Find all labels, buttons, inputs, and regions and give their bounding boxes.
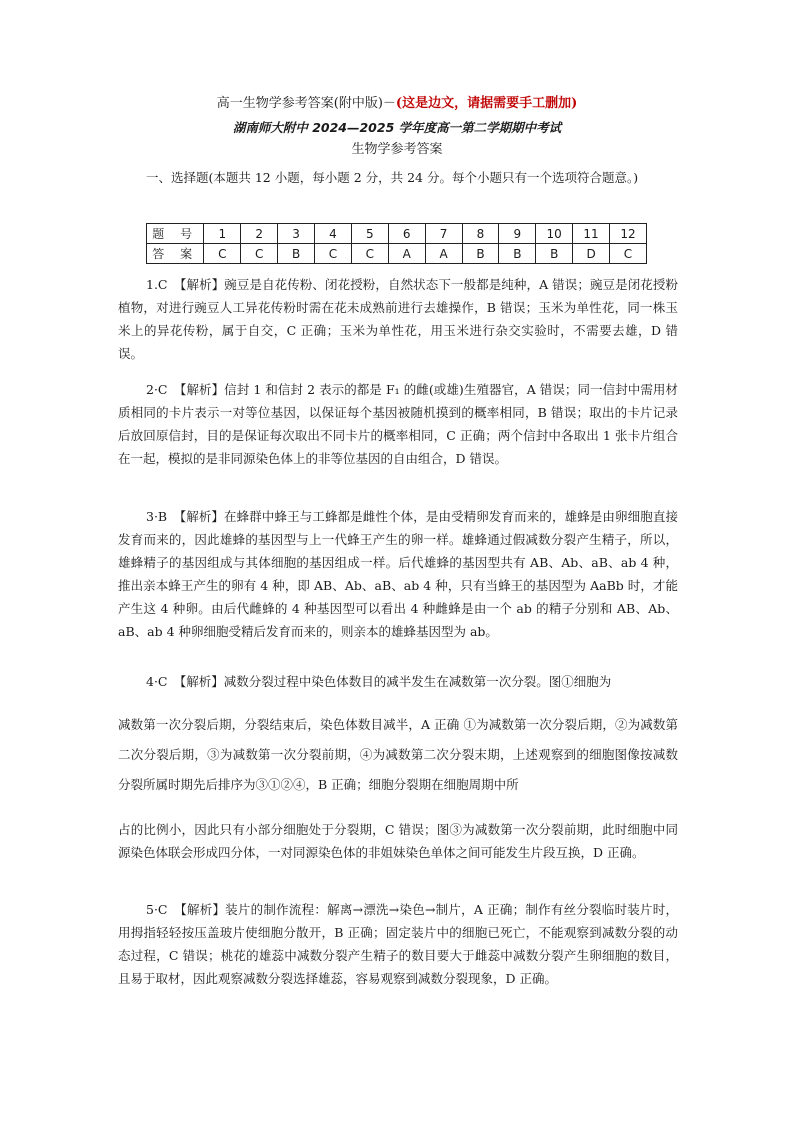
table-cell: A [425, 244, 462, 264]
row-label-answer: 答 案 [147, 244, 204, 264]
table-cell: B [536, 244, 573, 264]
section-intro: 一、选择题(本题共 12 小题，每小题 2 分，共 24 分。每个小题只有一个选项符合题意。) [146, 170, 639, 185]
table-cell: C [351, 244, 388, 264]
table-cell: 6 [388, 224, 425, 244]
table-cell: C [315, 244, 352, 264]
table-cell: C [241, 244, 278, 264]
explanation-2: 2·C 【解析】信封 1 和信封 2 表示的都是 F₁ 的雌(或雄)生殖器官，A 错误；同一信封中需用材质相同的卡片表示一对等位基因，以保证每个基因被随机摸到的概率相同，B 错误；取出的卡片记录后放回原信封，目的是保证每次取出不同卡片的概率相同，C 正确；两个信封中各取出 1 张卡片组合在一起，模拟的是非同源染色体上的非等位基因的自由组合，D 错误。 [118, 382, 678, 466]
table-cell: C [610, 244, 647, 264]
title-main: 高一生物学参考答案(附中版)－ [216, 96, 396, 111]
table-cell: 11 [573, 224, 610, 244]
table-cell: B [499, 244, 536, 264]
table-cell: 4 [315, 224, 352, 244]
table-cell: C [204, 244, 241, 264]
explanation-4-part3: 占的比例小，因此只有小部分细胞处于分裂期，C 错误；图③为减数第一次分裂前期，此时细胞中同源染色体联会形成四分体，一对同源染色体的非姐妹染色单体之间可能发生片段互换，D 正确。 [118, 822, 678, 860]
table-cell: 5 [351, 224, 388, 244]
table-cell: D [573, 244, 610, 264]
table-cell: B [462, 244, 499, 264]
answer-table [146, 223, 647, 264]
table-cell: A [388, 244, 425, 264]
explanation-1: 1.C 【解析】豌豆是自花传粉、闭花授粉，自然状态下一般都是纯种，A 错误；豌豆是闭花授粉植物，对进行豌豆人工异花传粉时需在花未成熟前进行去雄操作，B 错误；玉米为单性花，同一株玉米上的异花传粉，属于自交，C 正确；玉米为单性花，用玉米进行杂交实验时，不需要去雄，D 错误。 [118, 277, 678, 361]
row-label-number: 题 号 [147, 224, 204, 244]
explanation-4-part1: 4·C 【解析】减数分裂过程中染色体数目的减半发生在减数第一次分裂。图①细胞为 [146, 674, 612, 689]
table-row-numbers [147, 224, 647, 244]
explanation-5: 5·C 【解析】装片的制作流程：解离→漂洗→染色→制片，A 正确；制作有丝分裂临时装片时，用拇指轻轻按压盖玻片使细胞分散开，B 正确；固定装片中的细胞已死亡，不能观察到减数分裂的动态过程，C 错误；桃花的雄蕊中减数分裂产生精子的数目要大于雌蕊中减数分裂产生卵细胞的数目，且易于取材，因此观察减数分裂选择雄蕊，容易观察到减数分裂现象，D 正确。 [118, 902, 678, 986]
table-cell: 2 [241, 224, 278, 244]
table-row-answers [147, 244, 647, 264]
table-cell: 3 [278, 224, 315, 244]
table-cell: 9 [499, 224, 536, 244]
page-subtitle: 生物学参考答案 [351, 142, 443, 157]
school-exam-line: 湖南师大附中 2024—2025 学年度高一第二学期期中考试 [232, 120, 562, 135]
table-cell: 7 [425, 224, 462, 244]
explanation-3: 3·B 【解析】在蜂群中蜂王与工蜂都是雌性个体，是由受精卵发育而来的，雄蜂是由卵细胞直接发育而来的，因此雄蜂的基因型与上一代蜂王产生的卵一样。雄蜂通过假减数分裂产生精子，所以，雄蜂精子的基因组成与其体细胞的基因组成一样。后代雄蜂的基因型共有 AB、Ab、aB、ab 4 种，推出亲本蜂王产生的卵有 4 种，即 AB、Ab、aB、ab 4 种，只有当蜂王的基因型为 AaBb 时，才能产生这 4 种卵。由后代雌蜂的 4 种基因型可以看出 4 种雌蜂是由一个 ab 的精子分别和 AB、Ab、aB、ab 4 种卵细胞受精后发育而来的，则亲本的雄蜂基因型为 ab。 [118, 509, 678, 639]
table-cell: B [278, 244, 315, 264]
explanation-4-part2: 减数第一次分裂后期，分裂结束后，染色体数目减半，A 正确 ①为减数第一次分裂后期，②为减数第二次分裂后期，③为减数第一次分裂前期，④为减数第二次分裂末期，上述观察到的细胞图像按减数分裂所属时期先后排序为③①②④，B 正确；细胞分裂期在细胞周期中所 [118, 717, 678, 792]
table-cell: 8 [462, 224, 499, 244]
table-cell: 12 [610, 224, 647, 244]
table-cell: 10 [536, 224, 573, 244]
header-title [0, 95, 794, 113]
table-cell: 1 [204, 224, 241, 244]
title-edge-note: (这是边文，请据需要手工删加) [395, 96, 578, 111]
